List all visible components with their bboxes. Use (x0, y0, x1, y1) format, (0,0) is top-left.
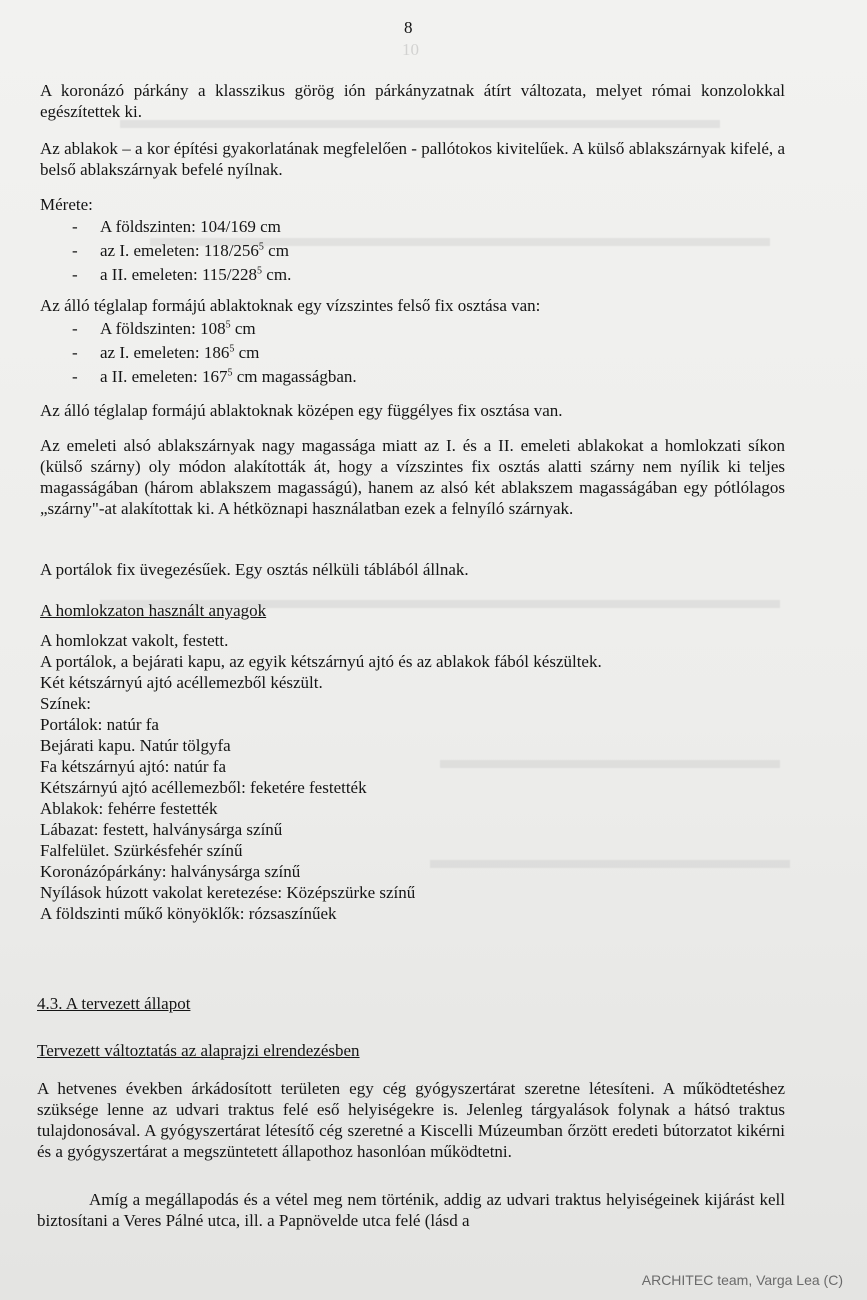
size-label: Mérete: (40, 195, 93, 214)
materials-list (40, 630, 785, 924)
copyright-credit: ARCHITEC team, Varga Lea (C) (641, 1272, 843, 1288)
materials-line: A homlokzat vakolt, festett. (40, 631, 229, 650)
materials-line: Portálok: natúr fa (40, 715, 159, 734)
list-item: - az I. emeleten: $186^5$ cm (40, 342, 785, 366)
materials-line: Fa kétszárnyú ajtó: natúr fa (40, 757, 226, 776)
materials-line: Két kétszárnyú ajtó acéllemezből készült. (40, 673, 323, 692)
page-number: 8 (404, 18, 413, 37)
paragraph-windows: Az ablakok – a kor építési gyakorlatának megfelelően - pallótokos kivitelűek. A külső ablakszárnyak kifelé, a belső ablakszárnyak befelé nyílnak. (40, 139, 785, 179)
materials-line: Koronázópárkány: halványsárga színű (40, 862, 301, 881)
materials-line: Lábazat: festett, halványsárga színű (40, 820, 283, 839)
list-item: - az I. emeleten: $118/256^5$ cm (40, 240, 785, 264)
list-item: - A földszinten: $108^5$ cm (40, 318, 785, 342)
materials-line: A földszinti műkő könyöklők: rózsaszínűek (40, 904, 337, 923)
division-height-list (40, 318, 785, 390)
section-heading: 4.3. A tervezett állapot (37, 994, 191, 1013)
materials-line: Bejárati kapu. Natúr tölgyfa (40, 736, 231, 755)
materials-line: Ablakok: fehérre festették (40, 799, 218, 818)
bleed-page-number: 10 (402, 40, 419, 59)
paragraph-sashes: Az emeleti alsó ablakszárnyak nagy magassága miatt az I. és a II. emeleti ablakokat a homlokzati síkon (külső szárny) oly módon alakították át, hogy a vízszintes fix osztás alatti szárny nem nyílik ki teljes magasságában (három ablakszem magasságú), hanem az alsó két ablakszem magasságában egy pótlólagos „szárny"-at alakítottak ki. A hétköznapi használatban ezek a felnyíló szárnyak. (40, 436, 785, 518)
subheading: Tervezett változtatás az alaprajzi elrendezésben (37, 1041, 360, 1060)
materials-line: Kétszárnyú ajtó acéllemezből: feketére festették (40, 778, 367, 797)
materials-line: Színek: (40, 694, 91, 713)
paragraph-pharmacy: A hetvenes években árkádosított területen egy cég gyógyszertárat szeretne létesíteni. A működtetéshez szüksége lenne az udvari traktus felé eső helyiségekre is. Jelenleg tárgyalások folynak a hátsó traktus tulajdonosával. A gyógyszertárat létesítő cég szeretné a Kiscelli Múzeumban őrzött eredeti bútorzatot kikérni és a gyógyszertárat a megszüntetett állapothoz hasonlóan működtetni. (37, 1079, 785, 1161)
materials-line: Falfelület. Szürkésfehér színű (40, 841, 243, 860)
paragraph-cornice: A koronázó párkány a klasszikus görög ión párkányzatnak átírt változata, melyet római konzolokkal egészítettek ki. (40, 81, 785, 121)
list-item: - a II. emeleten: $167^5$ cm magasságban. (40, 366, 785, 390)
paragraph-portals: A portálok fix üvegezésűek. Egy osztás nélküli táblából állnak. (40, 560, 469, 579)
materials-line: A portálok, a bejárati kapu, az egyik kétszárnyú ajtó és az ablakok fából készültek. (40, 652, 602, 671)
materials-line: Nyílások húzott vakolat keretezése: Középszürke színű (40, 883, 416, 902)
paragraph-horizontal-division: Az álló téglalap formájú ablaktoknak egy vízszintes felső fix osztása van: (40, 296, 541, 315)
materials-heading: A homlokzaton használt anyagok (40, 601, 267, 620)
list-item: - a II. emeleten: $115/228^5$ cm. (40, 264, 785, 288)
paragraph-vertical-division: Az álló téglalap formájú ablaktoknak középen egy függélyes fix osztása van. (40, 401, 563, 420)
list-item: - A földszinten: 104/169 cm (40, 216, 785, 240)
window-size-list (40, 216, 785, 288)
paragraph-agreement: Amíg a megállapodás és a vétel meg nem történik, addig az udvari traktus helyiségeinek kijárást kell biztosítani a Veres Pálné utca, ill. a Papnövelde utca felé (lásd a (37, 1190, 785, 1230)
